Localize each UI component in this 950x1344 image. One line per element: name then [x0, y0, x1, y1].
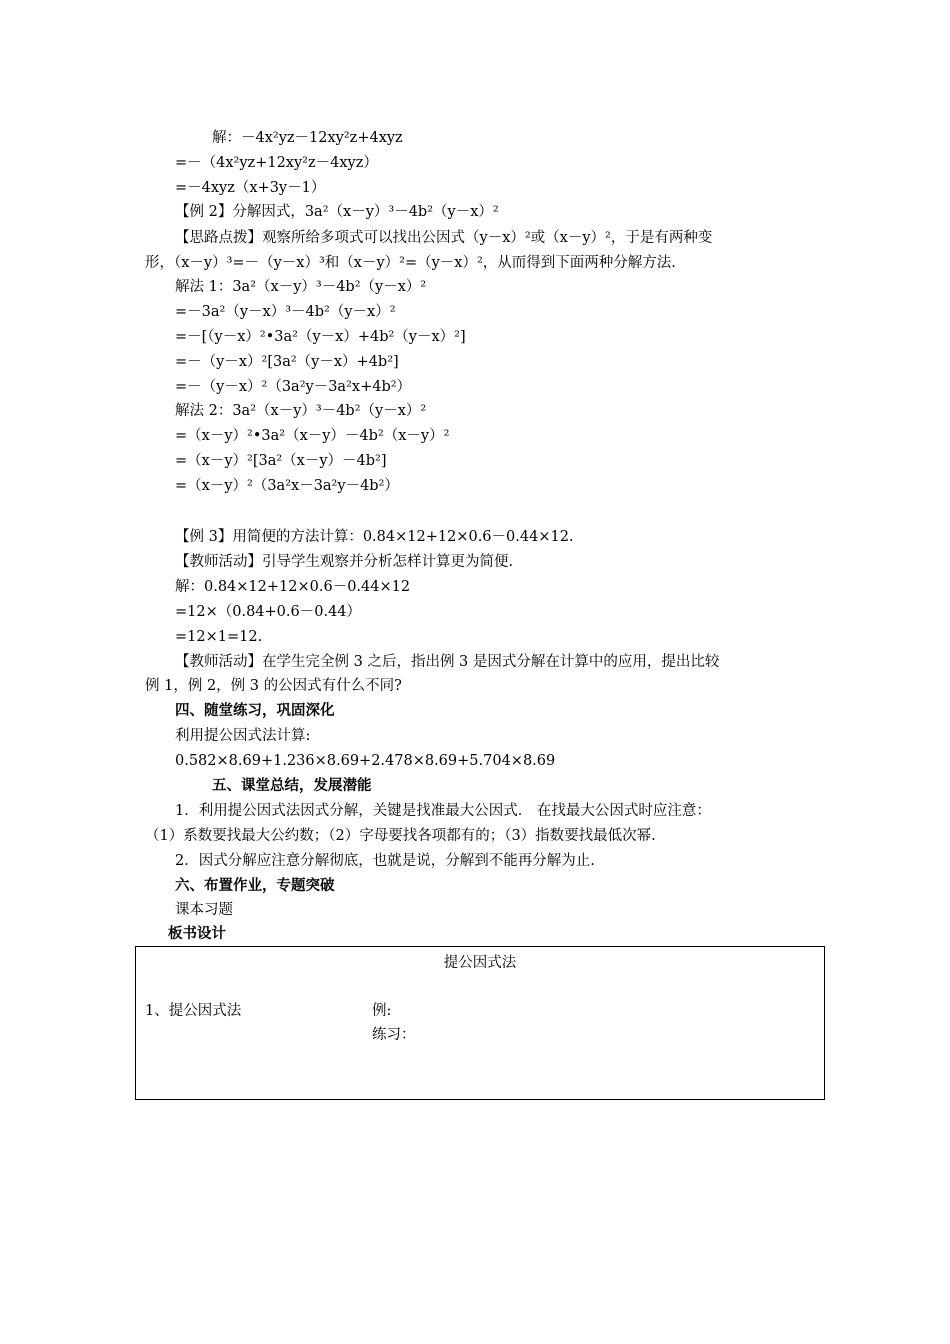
- text-line: =－（4x²yz+12xy²z－4xyz）: [175, 155, 378, 171]
- text-line: 【思路点拨】观察所给多项式可以找出公因式（y－x）²或（x－y）²，于是有两种变: [175, 230, 713, 246]
- text-line: 解：0.84×12+12×0.6－0.44×12: [175, 579, 411, 595]
- text-line: =（x－y）²（3a²x－3a²y－4b²）: [175, 478, 399, 494]
- text-line: =－（y－x）²（3a²y－3a²x+4b²）: [175, 379, 412, 395]
- text-line: 1．利用提公因式法因式分解，关键是找准最大公因式． 在找最大公因式时应注意：: [175, 803, 711, 819]
- text-line: 利用提公因式法计算:: [175, 728, 311, 744]
- text-line: =－4xyz（x+3y－1）: [175, 180, 326, 196]
- text-line: =（x－y）²[3a²（x－y）－4b²]: [175, 453, 387, 469]
- section-heading: 板书设计: [168, 926, 226, 942]
- text-line: 2．因式分解应注意分解彻底，也就是说，分解到不能再分解为止.: [175, 853, 595, 869]
- section-heading: 四、随堂练习，巩固深化: [175, 703, 335, 719]
- text-line: 课本习题: [175, 902, 233, 918]
- board-example-label: 例:: [372, 1003, 392, 1019]
- text-line: 【教师活动】在学生完全例 3 之后，指出例 3 是因式分解在计算中的应用，提出比较: [175, 654, 720, 670]
- board-design-table: [135, 946, 825, 1100]
- text-line: 解：－4x²yz－12xy²z+4xyz: [212, 130, 403, 146]
- section-heading: 五、课堂总结，发展潜能: [212, 778, 372, 794]
- section-heading: 六、布置作业，专题突破: [175, 878, 335, 894]
- text-line: 解法 2：3a²（x－y）³－4b²（y－x）²: [175, 403, 427, 419]
- board-left-item: 1、提公因式法: [145, 1003, 242, 1019]
- text-line: =－3a²（y－x）³－4b²（y－x）²: [175, 304, 396, 320]
- text-line: 【教师活动】引导学生观察并分析怎样计算更为简便.: [175, 554, 514, 570]
- text-line: 例 1，例 2，例 3 的公因式有什么不同?: [145, 678, 402, 694]
- text-line: =12×（0.84+0.6－0.44）: [175, 604, 362, 620]
- text-line: =－[（y－x）²•3a²（y－x）+4b²（y－x）²]: [175, 329, 466, 345]
- text-line: 0.582×8.69+1.236×8.69+2.478×8.69+5.704×8.69: [175, 753, 556, 769]
- text-line: =12×1=12.: [175, 629, 263, 645]
- text-line: 形，（x－y）³=－（y－x）³和（x－y）²=（y－x）²，从而得到下面两种分解方法.: [145, 255, 676, 271]
- text-line: 解法 1：3a²（x－y）³－4b²（y－x）²: [175, 279, 427, 295]
- board-practice-label: 练习：: [372, 1027, 416, 1043]
- example-heading: 【例 3】用简便的方法计算：0.84×12+12×0.6－0.44×12.: [175, 529, 574, 545]
- example-heading: 【例 2】分解因式，3a²（x－y）³－4b²（y－x）²: [175, 204, 499, 220]
- text-line: =－（y－x）²[3a²（y－x）+4b²]: [175, 354, 399, 370]
- text-line: =（x－y）²•3a²（x－y）－4b²（x－y）²: [175, 428, 450, 444]
- text-line: （1）系数要找最大公约数；（2）字母要找各项都有的；（3）指数要找最低次幂.: [145, 828, 656, 844]
- board-title: 提公因式法: [443, 955, 517, 971]
